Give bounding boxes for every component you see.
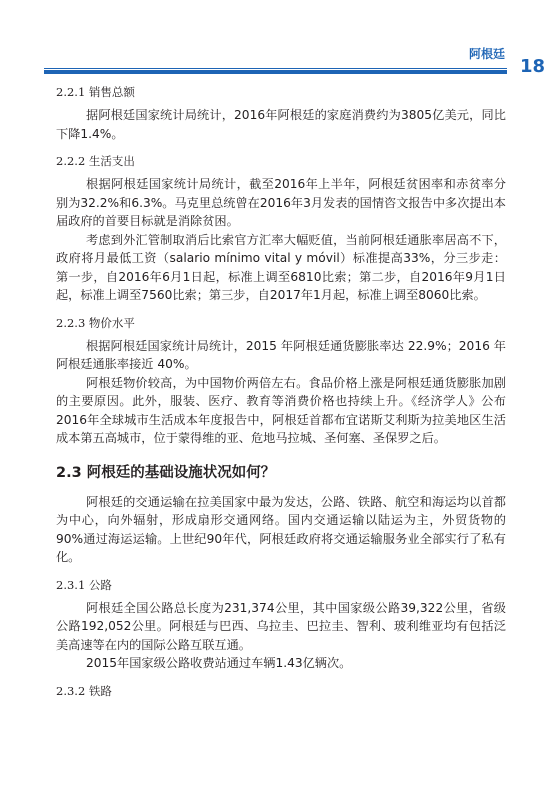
paragraph: 考虑到外汇管制取消后比索官方汇率大幅贬值，当前阿根廷通胀率居高不下，政府将月最低工资（salario mínimo vital y móvil）标准提高33%，分三步走：第一步，自2016年6月1日起，标准上调至6810比索；第二步，自2016年9月1日起，标准上调至7560比索；第三步，自2017年1月起，标准上调至8060比索。: [56, 232, 506, 302]
heading-2-2-2: 2.2.2 生活支出: [56, 154, 135, 168]
heading-2-3: 2.3 阿根廷的基础设施状况如何？: [56, 464, 276, 481]
heading-2-3-2: 2.3.2 铁路: [56, 683, 112, 698]
paragraph: 根据阿根廷国家统计局统计，2015 年阿根廷通货膨胀率达 22.9%；2016 年阿根廷通胀率接近 40%。: [56, 338, 506, 371]
header-rule-thin: [44, 68, 507, 69]
paragraph: 2015年国家级公路收费站通过车辆1.43亿辆次。: [86, 656, 352, 670]
paragraph: 根据阿根廷国家统计局统计，截至2016年上半年，阿根廷贫困率和赤贫率分别为32.2%和6.3%。马克里总统曾在2016年3月发表的国情咨文报告中多次提出本届政府的首要目标就是消除贫困。: [56, 177, 506, 228]
paragraph: 阿根廷物价较高，为中国物价两倍左右。食品价格上涨是阿根廷通货膨胀加剧的主要原因。此外，服装、医疗、教育等消费价格也持续上升。《经济学人》公布2016年全球城市生活成本年度报告中，阿根廷首都布宜诺斯艾利斯为拉美地区生活成本第五高城市，位于蒙得维的亚、危地马拉城、圣何塞、圣保罗之后。: [56, 375, 506, 445]
page-header: [0, 0, 559, 90]
page-number: 18: [519, 56, 545, 77]
paragraph: 据阿根廷国家统计局统计，2016年阿根廷的家庭消费约为3805亿美元，同比下降1.4%。: [56, 108, 506, 141]
paragraph: 阿根廷的交通运输在拉美国家中最为发达，公路、铁路、航空和海运均以首都为中心，向外辐射，形成扇形交通网络。国内交通运输以陆运为主，外贸货物的90%通过海运运输。上世纪90年代，阿根廷政府将交通运输服务业全部实行了私有化。: [56, 494, 506, 564]
paragraph: 阿根廷全国公路总长度为231,374公里，其中国家级公路39,322公里，省级公路192,052公里。阿根廷与巴西、乌拉圭、巴拉圭、智利、玻利维亚均有包括泛美高速等在内的国际公路互联互通。: [56, 600, 506, 652]
heading-2-2-3: 2.2.3 物价水平: [56, 315, 135, 330]
running-header-country: 阿根廷: [468, 47, 505, 61]
heading-2-2-1: 2.2.1 销售总额: [56, 85, 135, 99]
page-content: [56, 84, 506, 699]
header-rule-thick: [44, 70, 507, 74]
heading-2-3-1: 2.3.1 公路: [56, 577, 112, 592]
